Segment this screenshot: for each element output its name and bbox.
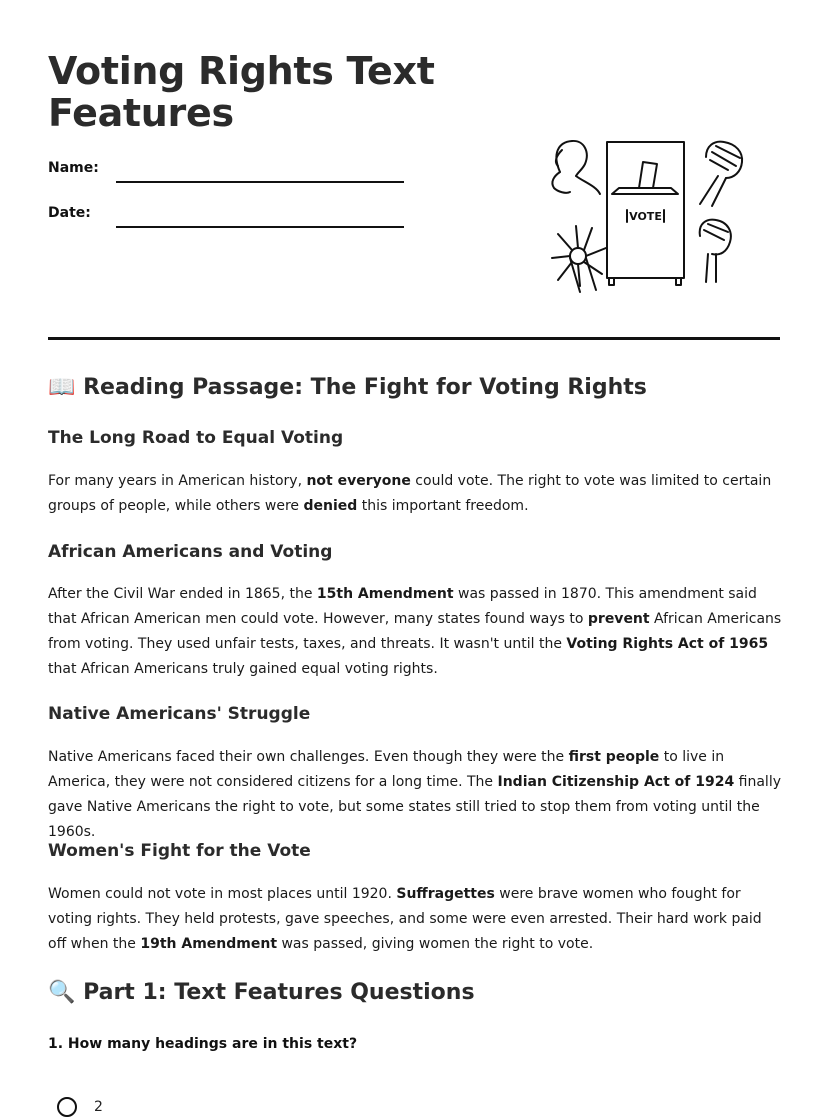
text-run: After the Civil War ended in 1865, the [48, 586, 317, 602]
text-run: was passed, giving women the right to vote. [277, 936, 594, 952]
section-paragraph [48, 882, 784, 957]
part1-heading-text: Part 1: Text Features Questions [83, 980, 475, 1005]
ballot-box-label: VOTE [629, 210, 662, 223]
bold-term: prevent [587, 611, 650, 627]
text-run: could vote. The right to vote was limited to certain groups of people, while others were [48, 473, 772, 514]
bold-term: first people [568, 749, 660, 765]
text-run: that African Americans truly gained equal voting rights. [48, 661, 438, 677]
date-field[interactable] [116, 226, 404, 228]
part1-heading [48, 980, 475, 1005]
bold-term: Indian Citizenship Act of 1924 [497, 774, 735, 790]
section-heading: Native Americans' Struggle [48, 704, 311, 724]
date-label: Date: [48, 205, 91, 221]
feather-headdress-icon [552, 226, 606, 292]
question-prompt: 1. How many headings are in this text? [48, 1036, 358, 1052]
reading-passage-heading [48, 375, 647, 400]
worksheet-title: Voting Rights Text Features [48, 49, 435, 135]
bold-term: Voting Rights Act of 1965 [566, 636, 769, 652]
section-paragraph [48, 582, 784, 682]
header-divider [48, 337, 780, 340]
woman-profile-icon [552, 141, 600, 194]
text-run: this important freedom. [357, 498, 529, 514]
text-run: African Americans from voting. They used unfair tests, taxes, and threats. It wasn't until the [48, 611, 782, 652]
bold-term: Suffragettes [396, 886, 495, 902]
text-run: Women could not vote in most places until 1920. [48, 886, 397, 902]
name-label: Name: [48, 160, 99, 176]
raised-fist-icon [700, 142, 742, 206]
bold-term: 19th Amendment [140, 936, 278, 952]
section-paragraph [48, 469, 784, 519]
answer-radio-button[interactable] [57, 1097, 77, 1117]
voting-rights-illustration [540, 132, 750, 298]
text-run: to live in America, they were not considered citizens for a long time. The [48, 749, 725, 790]
book-icon: 📖 [48, 375, 76, 400]
bold-term: denied [303, 498, 358, 514]
text-run: was passed in 1870. This amendment said that African American men could vote. However, many states found ways to [48, 586, 757, 627]
section-paragraph [48, 745, 784, 845]
raised-fist-icon [700, 220, 731, 282]
reading-passage-heading-text: Reading Passage: The Fight for Voting Rights [83, 375, 647, 400]
section-heading: Women's Fight for the Vote [48, 841, 311, 861]
section-heading: The Long Road to Equal Voting [48, 428, 344, 448]
text-run: finally gave Native Americans the right to vote, but some states still tried to stop them from voting until the 1960s. [48, 774, 781, 840]
text-run: Native Americans faced their own challenges. Even though they were the [48, 749, 569, 765]
answer-option-label: 2 [94, 1099, 103, 1115]
name-field[interactable] [116, 181, 404, 183]
text-run: were brave women who fought for voting rights. They held protests, gave speeches, and some were even arrested. Their hard work paid off when the [48, 886, 762, 952]
bold-term: 15th Amendment [316, 586, 454, 602]
text-run: For many years in American history, [48, 473, 307, 489]
section-heading: African Americans and Voting [48, 542, 333, 562]
magnifier-icon: 🔍 [48, 980, 76, 1005]
bold-term: not everyone [306, 473, 411, 489]
